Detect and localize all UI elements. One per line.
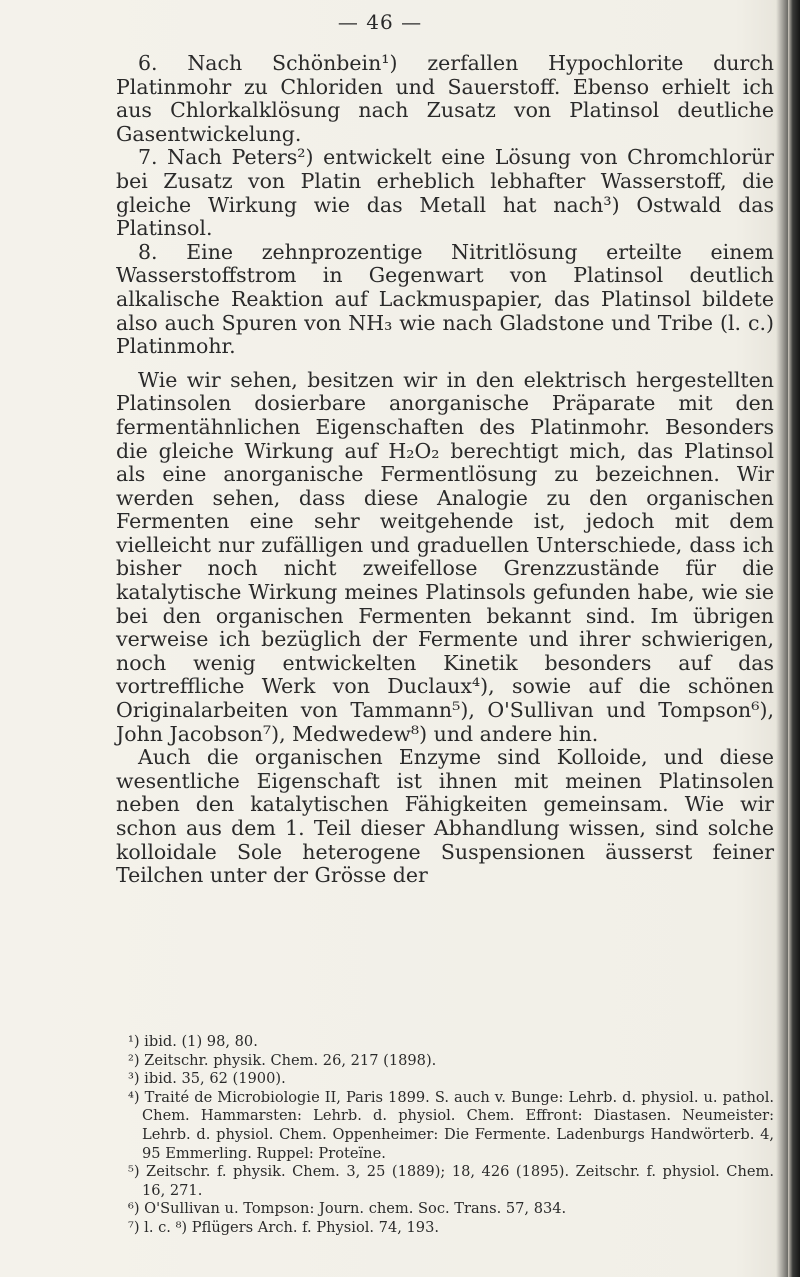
- footnote-1: ¹) ibid. (1) 98, 80.: [128, 1033, 258, 1050]
- page-number: — 46 —: [337, 10, 423, 34]
- footnote-6: ⁶) O'Sullivan u. Tompson: Journ. chem. Soc. Trans. 57, 834.: [128, 1200, 567, 1218]
- paragraph-6: 6. Nach Schönbein¹) zerfallen Hypochlorite durch Platinmohr zu Chloriden und Sauerstoff. Ebenso erhielt ich aus Chlorkalklösung nach Zusatz von Platinsol deutliche Gasentwickelung.: [116, 51, 774, 146]
- paragraph-analogy: Wie wir sehen, besitzen wir in den elektrisch hergestellten Platinsolen dosierbare anorganische Präparate mit den fermentähnlichen Eigenschaften des Platinmohr. Besonders die gleiche Wirkung auf H₂O₂ berechtigt mich, das Platinsol als eine anorganische Fermentlösung zu bezeichnen. Wir werden sehen, dass diese Analogie zu den organischen Fermenten eine sehr weitgehende ist, jedoch mit dem vielleicht nur zufälligen und graduellen Unterschiede, dass ich bisher noch nicht zweifellose Grenzzustände für die katalytische Wirkung meines Platinsols gefunden habe, wie sie bei den organischen Fermenten bekannt sind. Im übrigen verweise ich bezüglich der Fermente und ihrer schwierigen, noch wenig entwickelten Kinetik besonders auf das vortreffliche Werk von Duclaux⁴), sowie auf die schönen Originalarbeiten von Tammann⁵), O'Sullivan und Tompson⁶), John Jacobson⁷), Medwedew⁸) und andere hin.: [116, 367, 774, 746]
- footnote-3: ³) ibid. 35, 62 (1900).: [128, 1070, 286, 1088]
- paragraph-colloids: Auch die organischen Enzyme sind Kolloide, und diese wesentliche Eigenschaft ist ihnen mit meinen Platinsolen neben den katalytischen Fähigkeiten gemeinsam. Wie wir schon aus dem 1. Teil dieser Abhandlung wissen, sind solche kolloidale Sole heterogene Suspensionen äusserst feiner Teilchen unter der Grösse der: [116, 745, 774, 888]
- footnote-5: ⁵) Zeitschr. f. physik. Chem. 3, 25 (1889); 18, 426 (1895). Zeitschr. f. physiol. Chem. 16, 271.: [128, 1163, 774, 1199]
- footnotes: [116, 1033, 774, 1238]
- footnote-4: ⁴) Traité de Microbiologie II, Paris 1899. S. auch v. Bunge: Lehrb. d. physiol. u. pathol. Chem. Hammarsten: Lehrb. d. physiol. Chem. Effront: Diastasen. Neumeister: Lehrb. d. physiol. Chem. Oppenheimer: Die Fermente. Ladenburgs Handwörterb. 4, 95 Emmerling. Ruppel: Proteïne.: [128, 1088, 774, 1162]
- paragraph-8: 8. Eine zehnprozentige Nitritlösung erteilte einem Wasserstoffstrom in Gegenwart von Platinsol deutlich alkalische Reaktion auf Lackmuspapier, das Platinsol bildete also auch Spuren von NH₃ wie nach Gladstone und Tribe (l. c.) Platinmohr.: [116, 239, 774, 359]
- footnote-2: ²) Zeitschr. physik. Chem. 26, 217 (1898).: [128, 1051, 437, 1069]
- paragraph-7: 7. Nach Peters²) entwickelt eine Lösung von Chromchlorür bei Zusatz von Platin erheblich lebhafter Wasserstoff, die gleiche Wirkung wie das Metall hat nach³) Ostwald das Platinsol.: [116, 145, 774, 241]
- page-edge-shadow: [788, 0, 800, 1277]
- main-text: [116, 52, 774, 888]
- footnote-7-8: ⁷) l. c. ⁸) Pflügers Arch. f. Physiol. 74, 193.: [128, 1218, 440, 1236]
